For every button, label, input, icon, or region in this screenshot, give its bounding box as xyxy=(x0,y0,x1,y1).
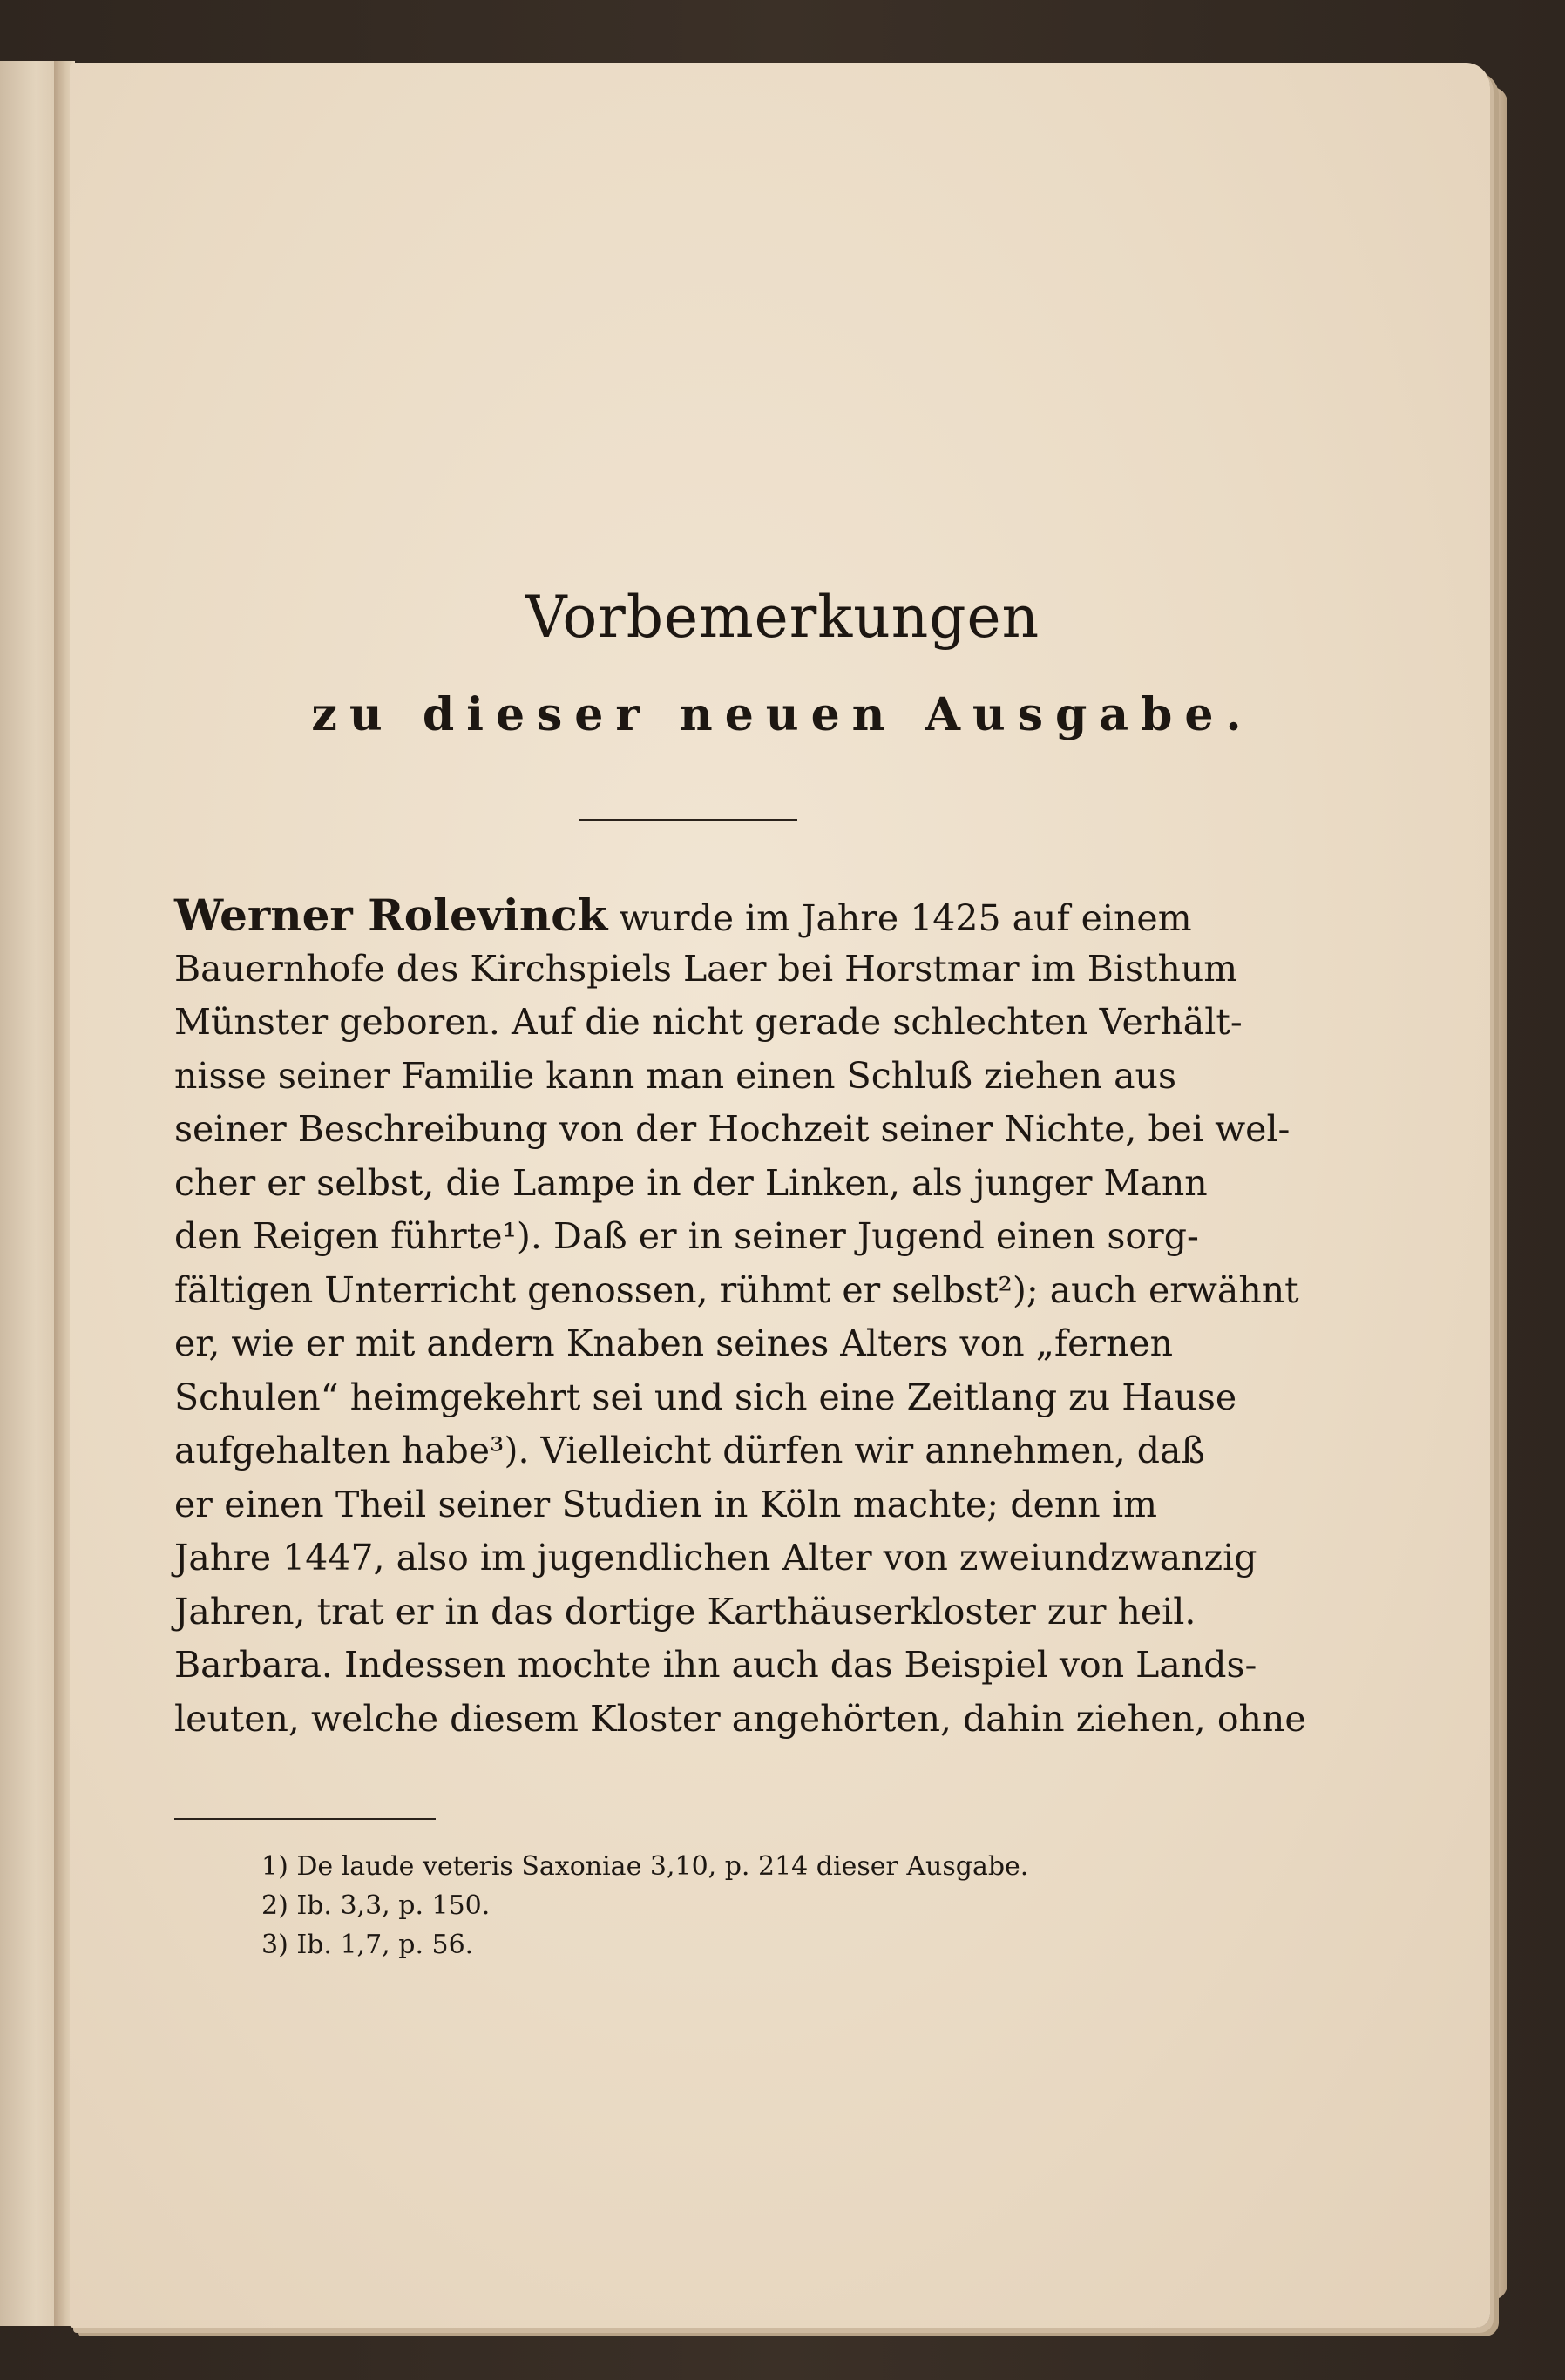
body-line: den Reigen führte¹). Daß er in seiner Jugend einen sorg- xyxy=(174,1215,1199,1257)
footnotes xyxy=(261,1847,1028,1964)
footnote-divider xyxy=(174,1818,436,1820)
body-line: seiner Beschreibung von der Hochzeit seiner Nichte, bei wel- xyxy=(174,1108,1291,1150)
body-line: aufgehalten habe³). Vielleicht dürfen wir annehmen, daß xyxy=(174,1430,1205,1471)
footnote: 1) De laude veteris Saxoniae 3,10, p. 214 dieser Ausgabe. xyxy=(261,1851,1029,1882)
body-line: Jahren, trat er in das dortige Karthäuserkloster zur heil. xyxy=(174,1590,1196,1633)
body-text xyxy=(174,889,1306,1746)
page-title: Vorbemerkungen xyxy=(525,584,1040,651)
body-line: cher er selbst, die Lampe in der Linken, als junger Mann xyxy=(174,1161,1208,1204)
body-line: fältigen Unterricht genossen, rühmt er selbst²); auch erwähnt xyxy=(174,1268,1299,1311)
body-line: Bauernhofe des Kirchspiels Laer bei Horstmar im Bisthum xyxy=(174,947,1238,990)
body-line: er, wie er mit andern Knaben seines Alters von „fernen xyxy=(174,1322,1174,1364)
body-line: leuten, welche diesem Kloster angehörten, dahin ziehen, ohne xyxy=(174,1697,1306,1740)
title-divider xyxy=(579,819,797,821)
body-line: Jahre 1447, also im jugendlichen Alter von zweiundzwanzig xyxy=(174,1537,1257,1579)
footnote: 3) Ib. 1,7, p. 56. xyxy=(261,1930,474,1960)
footnote: 2) Ib. 3,3, p. 150. xyxy=(261,1890,491,1921)
body-line: Münster geboren. Auf die nicht gerade schlechten Verhält- xyxy=(174,1001,1243,1043)
body-line xyxy=(174,889,1192,943)
page-subtitle: zu dieser neuen Ausgabe. xyxy=(311,688,1254,741)
lead-name: Werner Rolevinck xyxy=(174,889,608,941)
body-line: nisse seiner Familie kann man einen Schluß ziehen aus xyxy=(174,1054,1176,1097)
body-line-text: wurde im Jahre 1425 auf einem xyxy=(607,897,1192,939)
body-line: Barbara. Indessen mochte ihn auch das Beispiel von Lands- xyxy=(174,1644,1257,1686)
body-line: Schulen“ heimgekehrt sei und sich eine Zeitlang zu Hause xyxy=(174,1376,1237,1418)
body-line: er einen Theil seiner Studien in Köln machte; denn im xyxy=(174,1483,1157,1525)
